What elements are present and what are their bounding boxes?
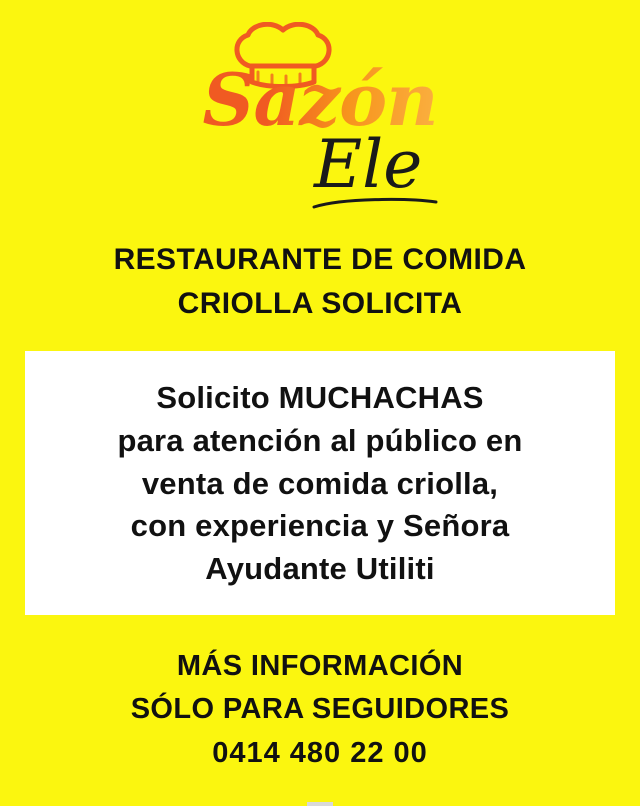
offer-line-1: Solicito MUCHACHAS <box>156 380 484 415</box>
logo-block <box>0 0 640 228</box>
offer-line-2: para atención al público en <box>117 422 523 458</box>
script-underline-flourish <box>312 196 438 210</box>
bottom-marker <box>307 802 333 806</box>
footer-line-1: MÁS INFORMACIÓN <box>176 649 464 682</box>
brand-wordmark: Sazón <box>202 57 438 142</box>
footer-contact <box>131 645 510 776</box>
headline-line-2: CRIOLLA SOLICITA <box>177 286 463 320</box>
phone-number[interactable]: 0414 480 22 00 <box>212 736 428 769</box>
brand-script-text: Ele <box>314 126 423 203</box>
offer-line-4: con experiencia y Señora <box>130 508 510 544</box>
offer-line-5: Ayudante Utiliti <box>205 551 435 587</box>
headline-line-1: RESTAURANTE DE COMIDA <box>113 243 527 276</box>
headline <box>114 238 527 325</box>
offer-panel <box>25 351 615 615</box>
footer-line-2: SÓLO PARA SEGUIDORES <box>130 693 510 726</box>
brand-script <box>314 126 423 203</box>
offer-line-3: venta de comida criolla, <box>141 465 499 501</box>
